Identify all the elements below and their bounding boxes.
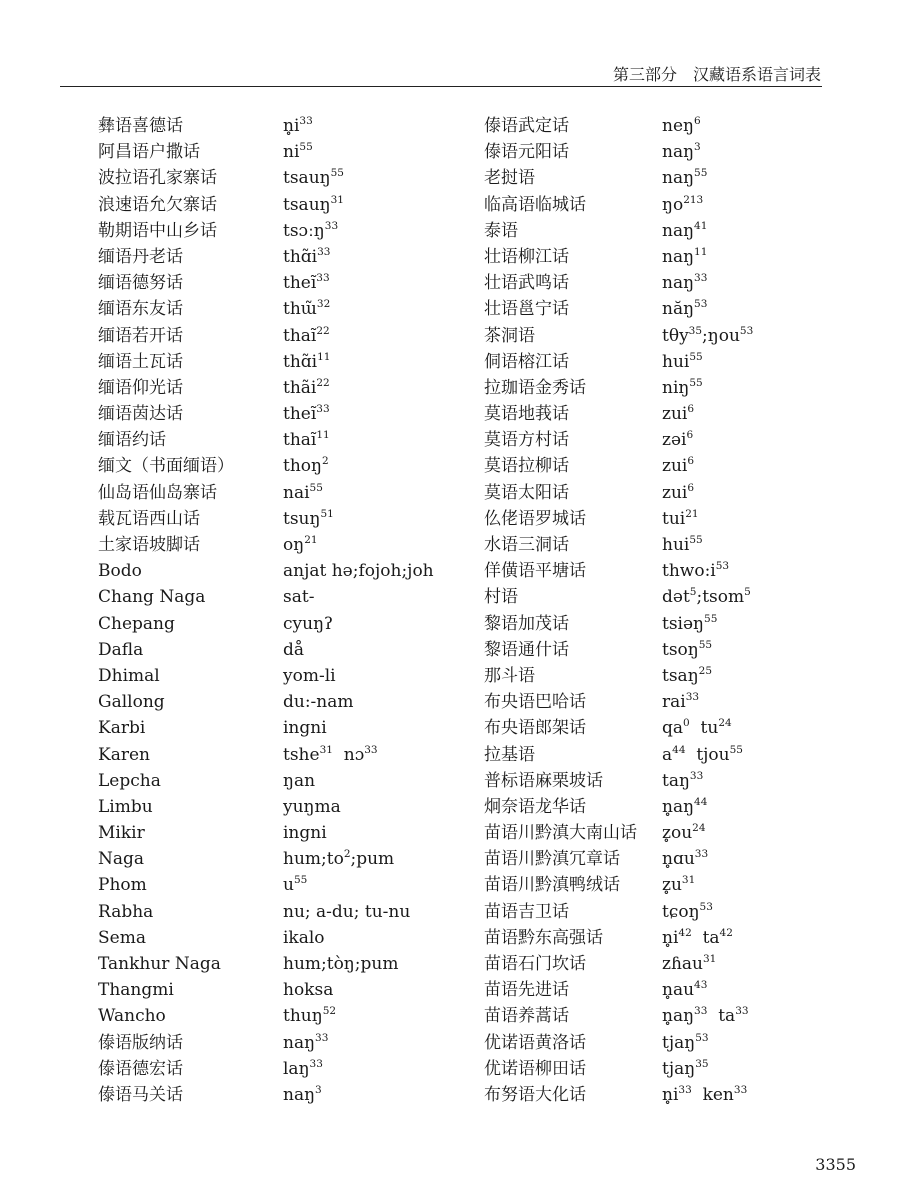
word-entry-row [98, 1003, 458, 1029]
language-name: Thangmi [98, 980, 174, 1001]
phonetic-form: $n̥aŋ^{33}$ $ta^{33}$ [662, 1005, 749, 1027]
language-name: Sema [98, 927, 146, 948]
phonetic-form: thoŋ$^2$ [283, 455, 329, 477]
running-header: 第三部分 汉藏语系语言词表 [612, 65, 821, 84]
word-entry-row [484, 296, 864, 322]
word-entry-row [98, 270, 458, 296]
language-name: Phom [98, 875, 147, 896]
phonetic-form: tsauŋ$^{31}$ [283, 193, 344, 215]
language-name: 缅语东友话 [98, 299, 183, 320]
phonetic-form: naŋ$^{33}$ [662, 272, 708, 294]
word-entry-row [98, 794, 458, 820]
phonetic-form: naŋ$^{55}$ [662, 167, 708, 189]
language-name: 村语 [484, 587, 518, 608]
phonetic-form: tɕoŋ$^{53}$ [662, 900, 713, 922]
phonetic-form: $n̥i^{42}$ $ta^{42}$ [662, 926, 733, 948]
phonetic-form: naŋ$^3$ [283, 1083, 322, 1105]
language-name: Naga [98, 849, 145, 870]
phonetic-form: hoksa [283, 980, 334, 1001]
word-entry-row [484, 1056, 864, 1082]
header-rule [60, 86, 822, 87]
phonetic-form: laŋ$^{33}$ [283, 1057, 323, 1079]
phonetic-form: du:-nam [283, 692, 354, 713]
word-entry-row [484, 349, 864, 375]
phonetic-form: $thwo:i^{53}$ [662, 560, 730, 582]
word-entry-row [484, 637, 864, 663]
language-name: 苗语川黔滇鸭绒话 [484, 875, 620, 896]
word-entry-row [98, 532, 458, 558]
phonetic-form: zui$^6$ [662, 403, 695, 425]
phonetic-form: zui$^6$ [662, 481, 695, 503]
language-name: 苗语川黔滇大南山话 [484, 823, 637, 844]
language-name: Karbi [98, 718, 146, 739]
phonetic-form: nu; a-du; tu-nu [283, 901, 411, 922]
language-name: 缅语土瓦话 [98, 351, 183, 372]
word-entry-row [484, 506, 864, 532]
word-entry-row [484, 872, 864, 898]
language-name: Bodo [98, 561, 142, 582]
language-name: 莫语地莪话 [484, 404, 569, 425]
word-entry-row [484, 323, 864, 349]
word-entry-row [484, 1030, 864, 1056]
language-name: 莫语太阳话 [484, 482, 569, 503]
word-entry-row [98, 139, 458, 165]
language-name: Dafla [98, 639, 144, 660]
phonetic-form: $a^{44}$ tjou$^{55}$ [662, 743, 743, 765]
language-name: Karen [98, 744, 150, 765]
language-name: Chepang [98, 613, 175, 634]
language-name: Rabha [98, 901, 154, 922]
phonetic-form: năŋ$^{53}$ [662, 298, 708, 320]
word-entry-row [484, 846, 864, 872]
language-name: 布央语巴哈话 [484, 692, 586, 713]
language-name: 傣语马关话 [98, 1084, 183, 1105]
language-name: 仙岛语仙岛寨话 [98, 482, 217, 503]
word-entry-row [98, 689, 458, 715]
language-name: 黎语通什话 [484, 639, 569, 660]
phonetic-form: $ni^{55}$ [283, 141, 313, 163]
phonetic-form: yom-li [283, 665, 336, 686]
language-name: 载瓦语西山话 [98, 508, 200, 529]
language-name: 壮语邕宁话 [484, 299, 569, 320]
phonetic-form: naŋ$^{11}$ [662, 245, 708, 267]
phonetic-form: $n̥au^{43}$ [662, 979, 708, 1001]
language-name: 苗语养蒿话 [484, 1006, 569, 1027]
word-entry-row [484, 1003, 864, 1029]
phonetic-form: $thɑ̃i^{11}$ [283, 350, 331, 372]
word-entry-row [484, 977, 864, 1003]
phonetic-form: $ŋo^{213}$ [662, 193, 704, 215]
language-name: 缅语丹老话 [98, 246, 183, 267]
phonetic-form: tsiəŋ$^{55}$ [662, 612, 718, 634]
word-entry-row [98, 192, 458, 218]
word-entry-row [484, 899, 864, 925]
word-entry-row [98, 558, 458, 584]
phonetic-form: thaĩ$^{11}$ [283, 429, 330, 451]
phonetic-form: zəi$^6$ [662, 429, 694, 451]
word-entry-row [484, 139, 864, 165]
phonetic-form: theĩ$^{33}$ [283, 272, 330, 294]
language-name: 仫佬语罗城话 [484, 508, 586, 529]
word-entry-row [98, 637, 458, 663]
language-name: 壮语武鸣话 [484, 273, 569, 294]
language-name: 优诺语柳田话 [484, 1058, 586, 1079]
word-entry-row [98, 820, 458, 846]
phonetic-form: ingni [283, 823, 327, 844]
language-name: Tankhur Naga [98, 954, 221, 974]
word-entry-row [98, 1082, 458, 1108]
phonetic-form: hui$^{55}$ [662, 350, 703, 372]
phonetic-form: thaĩ$^{22}$ [283, 324, 330, 346]
language-name: 阿昌语户撒话 [98, 142, 200, 163]
word-entry-row [98, 244, 458, 270]
language-name: 拉基语 [484, 744, 535, 765]
word-entry-row [484, 663, 864, 689]
phonetic-form: då [283, 639, 305, 660]
phonetic-form: $thɑ̃i^{33}$ [283, 245, 331, 267]
word-entry-row [98, 453, 458, 479]
phonetic-form: $n̥i^{33}$ ken$^{33}$ [662, 1083, 748, 1105]
language-name: 莫语拉柳话 [484, 456, 569, 477]
language-name: 黎语加茂话 [484, 613, 569, 634]
phonetic-form: $z̥u^{31}$ [662, 874, 696, 896]
phonetic-form: taŋ$^{33}$ [662, 769, 704, 791]
phonetic-form: anjat hə;fojoh;joh [283, 561, 434, 582]
phonetic-form: neŋ$^6$ [662, 115, 701, 136]
language-name: 布努语大化话 [484, 1084, 586, 1105]
word-entry-row [484, 558, 864, 584]
language-name: 傣语德宏话 [98, 1058, 183, 1079]
phonetic-form: tjaŋ$^{53}$ [662, 1031, 709, 1053]
phonetic-form: ŋan [283, 770, 316, 791]
word-entry-row [98, 899, 458, 925]
word-entry-row [484, 270, 864, 296]
language-name: 缅文（书面缅语） [98, 456, 234, 477]
phonetic-form: yuŋma [283, 796, 341, 817]
language-name: Gallong [98, 692, 165, 713]
language-name: Limbu [98, 796, 153, 817]
word-entry-row [98, 768, 458, 794]
language-name: 缅语茵达话 [98, 404, 183, 425]
language-name: 缅语若开话 [98, 325, 183, 346]
language-name: 优诺语黄洛话 [484, 1032, 586, 1053]
language-name: 临高语临城话 [484, 194, 586, 215]
language-name: 苗语川黔滇冗章话 [484, 849, 620, 870]
language-name: 缅语德努话 [98, 273, 183, 294]
language-name: 侗语榕江话 [484, 351, 569, 372]
language-name: 泰语 [484, 220, 518, 241]
word-entry-row [98, 349, 458, 375]
language-name: Mikir [98, 823, 145, 844]
language-name: 苗语先进话 [484, 980, 569, 1001]
language-name: 彝语喜德话 [98, 116, 183, 136]
word-entry-row [484, 480, 864, 506]
phonetic-form: zɦau$^{31}$ [662, 953, 717, 974]
language-name: Wancho [98, 1006, 166, 1027]
word-entry-row [98, 611, 458, 637]
left-column [98, 113, 458, 1108]
language-name: 莫语方村话 [484, 430, 569, 451]
phonetic-form: $u^{55}$ [283, 874, 308, 896]
word-entry-row [98, 218, 458, 244]
language-name: 壮语柳江话 [484, 246, 569, 267]
phonetic-form: tjaŋ$^{35}$ [662, 1057, 709, 1079]
word-entry-row [484, 925, 864, 951]
phonetic-form: tsaŋ$^{25}$ [662, 664, 713, 686]
word-entry-row [484, 532, 864, 558]
language-name: 苗语石门坎话 [484, 954, 586, 974]
language-name: Chang Naga [98, 587, 206, 608]
word-entry-row [484, 375, 864, 401]
phonetic-form: n̥ɑu$^{33}$ [662, 848, 709, 870]
language-name: 拉珈语金秀话 [484, 377, 586, 398]
phonetic-form: tsoŋ$^{55}$ [662, 638, 713, 660]
word-entry-row [484, 768, 864, 794]
phonetic-form: tsuŋ$^{51}$ [283, 507, 334, 529]
phonetic-form: tsauŋ$^{55}$ [283, 167, 344, 189]
phonetic-form: tsɔːŋ$^{33}$ [283, 219, 339, 241]
word-entry-row [484, 742, 864, 768]
phonetic-form: theĩ$^{33}$ [283, 403, 330, 425]
language-name: 炯奈语龙华话 [484, 796, 586, 817]
word-entry-row [484, 584, 864, 610]
word-entry-row [98, 925, 458, 951]
word-entry-row [98, 113, 458, 139]
phonetic-form: hum;tòŋ;pum [283, 954, 399, 974]
word-entry-row [98, 715, 458, 741]
word-entry-row [98, 296, 458, 322]
language-name: 傣语武定话 [484, 116, 569, 136]
word-entry-row [98, 323, 458, 349]
phonetic-form: tui$^{21}$ [662, 507, 699, 529]
word-entry-row [484, 244, 864, 270]
language-name: 苗语吉卫话 [484, 901, 569, 922]
phonetic-form: niŋ$^{55}$ [662, 376, 703, 398]
phonetic-form: tshe$^{31}$ nɔ$^{33}$ [283, 743, 378, 765]
word-entry-row [98, 375, 458, 401]
language-name: 普标语麻栗坡话 [484, 770, 603, 791]
phonetic-form: thɯ̃$^{32}$ [283, 298, 331, 320]
word-entry-row [98, 742, 458, 768]
phonetic-form: sat- [283, 587, 315, 608]
word-entry-row [98, 846, 458, 872]
word-entry-row [98, 427, 458, 453]
word-entry-row [484, 192, 864, 218]
word-entry-row [98, 1056, 458, 1082]
word-entry-row [484, 689, 864, 715]
phonetic-form: $qa^0$ $tu^{24}$ [662, 717, 732, 739]
word-entry-row [484, 715, 864, 741]
word-entry-row [98, 506, 458, 532]
phonetic-form: thuŋ$^{52}$ [283, 1005, 337, 1027]
phonetic-form: cyuŋʔ [283, 613, 334, 634]
word-entry-row [484, 218, 864, 244]
language-name: 缅语仰光话 [98, 377, 183, 398]
word-entry-row [484, 427, 864, 453]
phonetic-form: naŋ$^{41}$ [662, 219, 708, 241]
language-name: 佯僙语平塘话 [484, 561, 586, 582]
language-name: 老挝语 [484, 168, 535, 189]
word-entry-row [484, 794, 864, 820]
language-name: Dhimal [98, 665, 160, 686]
language-name: 傣语元阳话 [484, 142, 569, 163]
language-name: 土家语坡脚话 [98, 535, 200, 555]
phonetic-form: zui$^6$ [662, 455, 695, 477]
word-entry-row [98, 663, 458, 689]
phonetic-form: naŋ$^3$ [662, 141, 701, 163]
word-entry-row [484, 401, 864, 427]
word-entry-row [98, 480, 458, 506]
word-entry-row [484, 165, 864, 191]
language-name: 苗语黔东高强话 [484, 927, 603, 948]
language-name: 缅语约话 [98, 430, 166, 451]
word-entry-row [98, 977, 458, 1003]
word-entry-row [98, 951, 458, 977]
phonetic-form: $z̥ou^{24}$ [662, 822, 706, 844]
phonetic-form: ingni [283, 718, 327, 739]
phonetic-form: nai$^{55}$ [283, 481, 323, 503]
language-name: 水语三洞话 [484, 535, 569, 555]
word-entry-row [484, 951, 864, 977]
phonetic-form: rai$^{33}$ [662, 691, 700, 713]
phonetic-form: naŋ$^{33}$ [283, 1031, 329, 1053]
word-entry-row [484, 113, 864, 139]
word-entry-row [98, 165, 458, 191]
phonetic-form: hui$^{55}$ [662, 534, 703, 555]
word-entry-row [98, 872, 458, 898]
word-entry-row [484, 453, 864, 479]
phonetic-form: ikalo [283, 927, 325, 948]
language-name: 茶洞语 [484, 325, 535, 346]
word-entry-row [484, 1082, 864, 1108]
language-name: 勒期语中山乡话 [98, 220, 217, 241]
word-entry-row [484, 820, 864, 846]
page-number: 3355 [815, 1155, 856, 1174]
language-name: 傣语版纳话 [98, 1032, 183, 1053]
phonetic-form: $n̥aŋ^{44}$ [662, 795, 708, 817]
language-name: 浪速语允欠寨话 [98, 194, 217, 215]
language-name: 波拉语孔家寨话 [98, 168, 217, 189]
right-column [484, 113, 864, 1108]
phonetic-form: $n̥i^{33}$ [283, 115, 313, 136]
word-entry-row [98, 1030, 458, 1056]
language-name: 布央语郎架话 [484, 718, 586, 739]
phonetic-form: $hum;to^2;pum$ [283, 848, 395, 870]
language-name: Lepcha [98, 770, 161, 791]
phonetic-form: tθy$^{35}$;ŋou$^{53}$ [662, 324, 754, 346]
word-entry-row [98, 401, 458, 427]
word-entry-row [484, 611, 864, 637]
phonetic-form: $oŋ^{21}$ [283, 534, 318, 555]
phonetic-form: thãi$^{22}$ [283, 376, 330, 398]
phonetic-form: dət$^5$;tsom$^5$ [662, 586, 751, 608]
word-entry-row [98, 584, 458, 610]
language-name: 那斗语 [484, 665, 535, 686]
